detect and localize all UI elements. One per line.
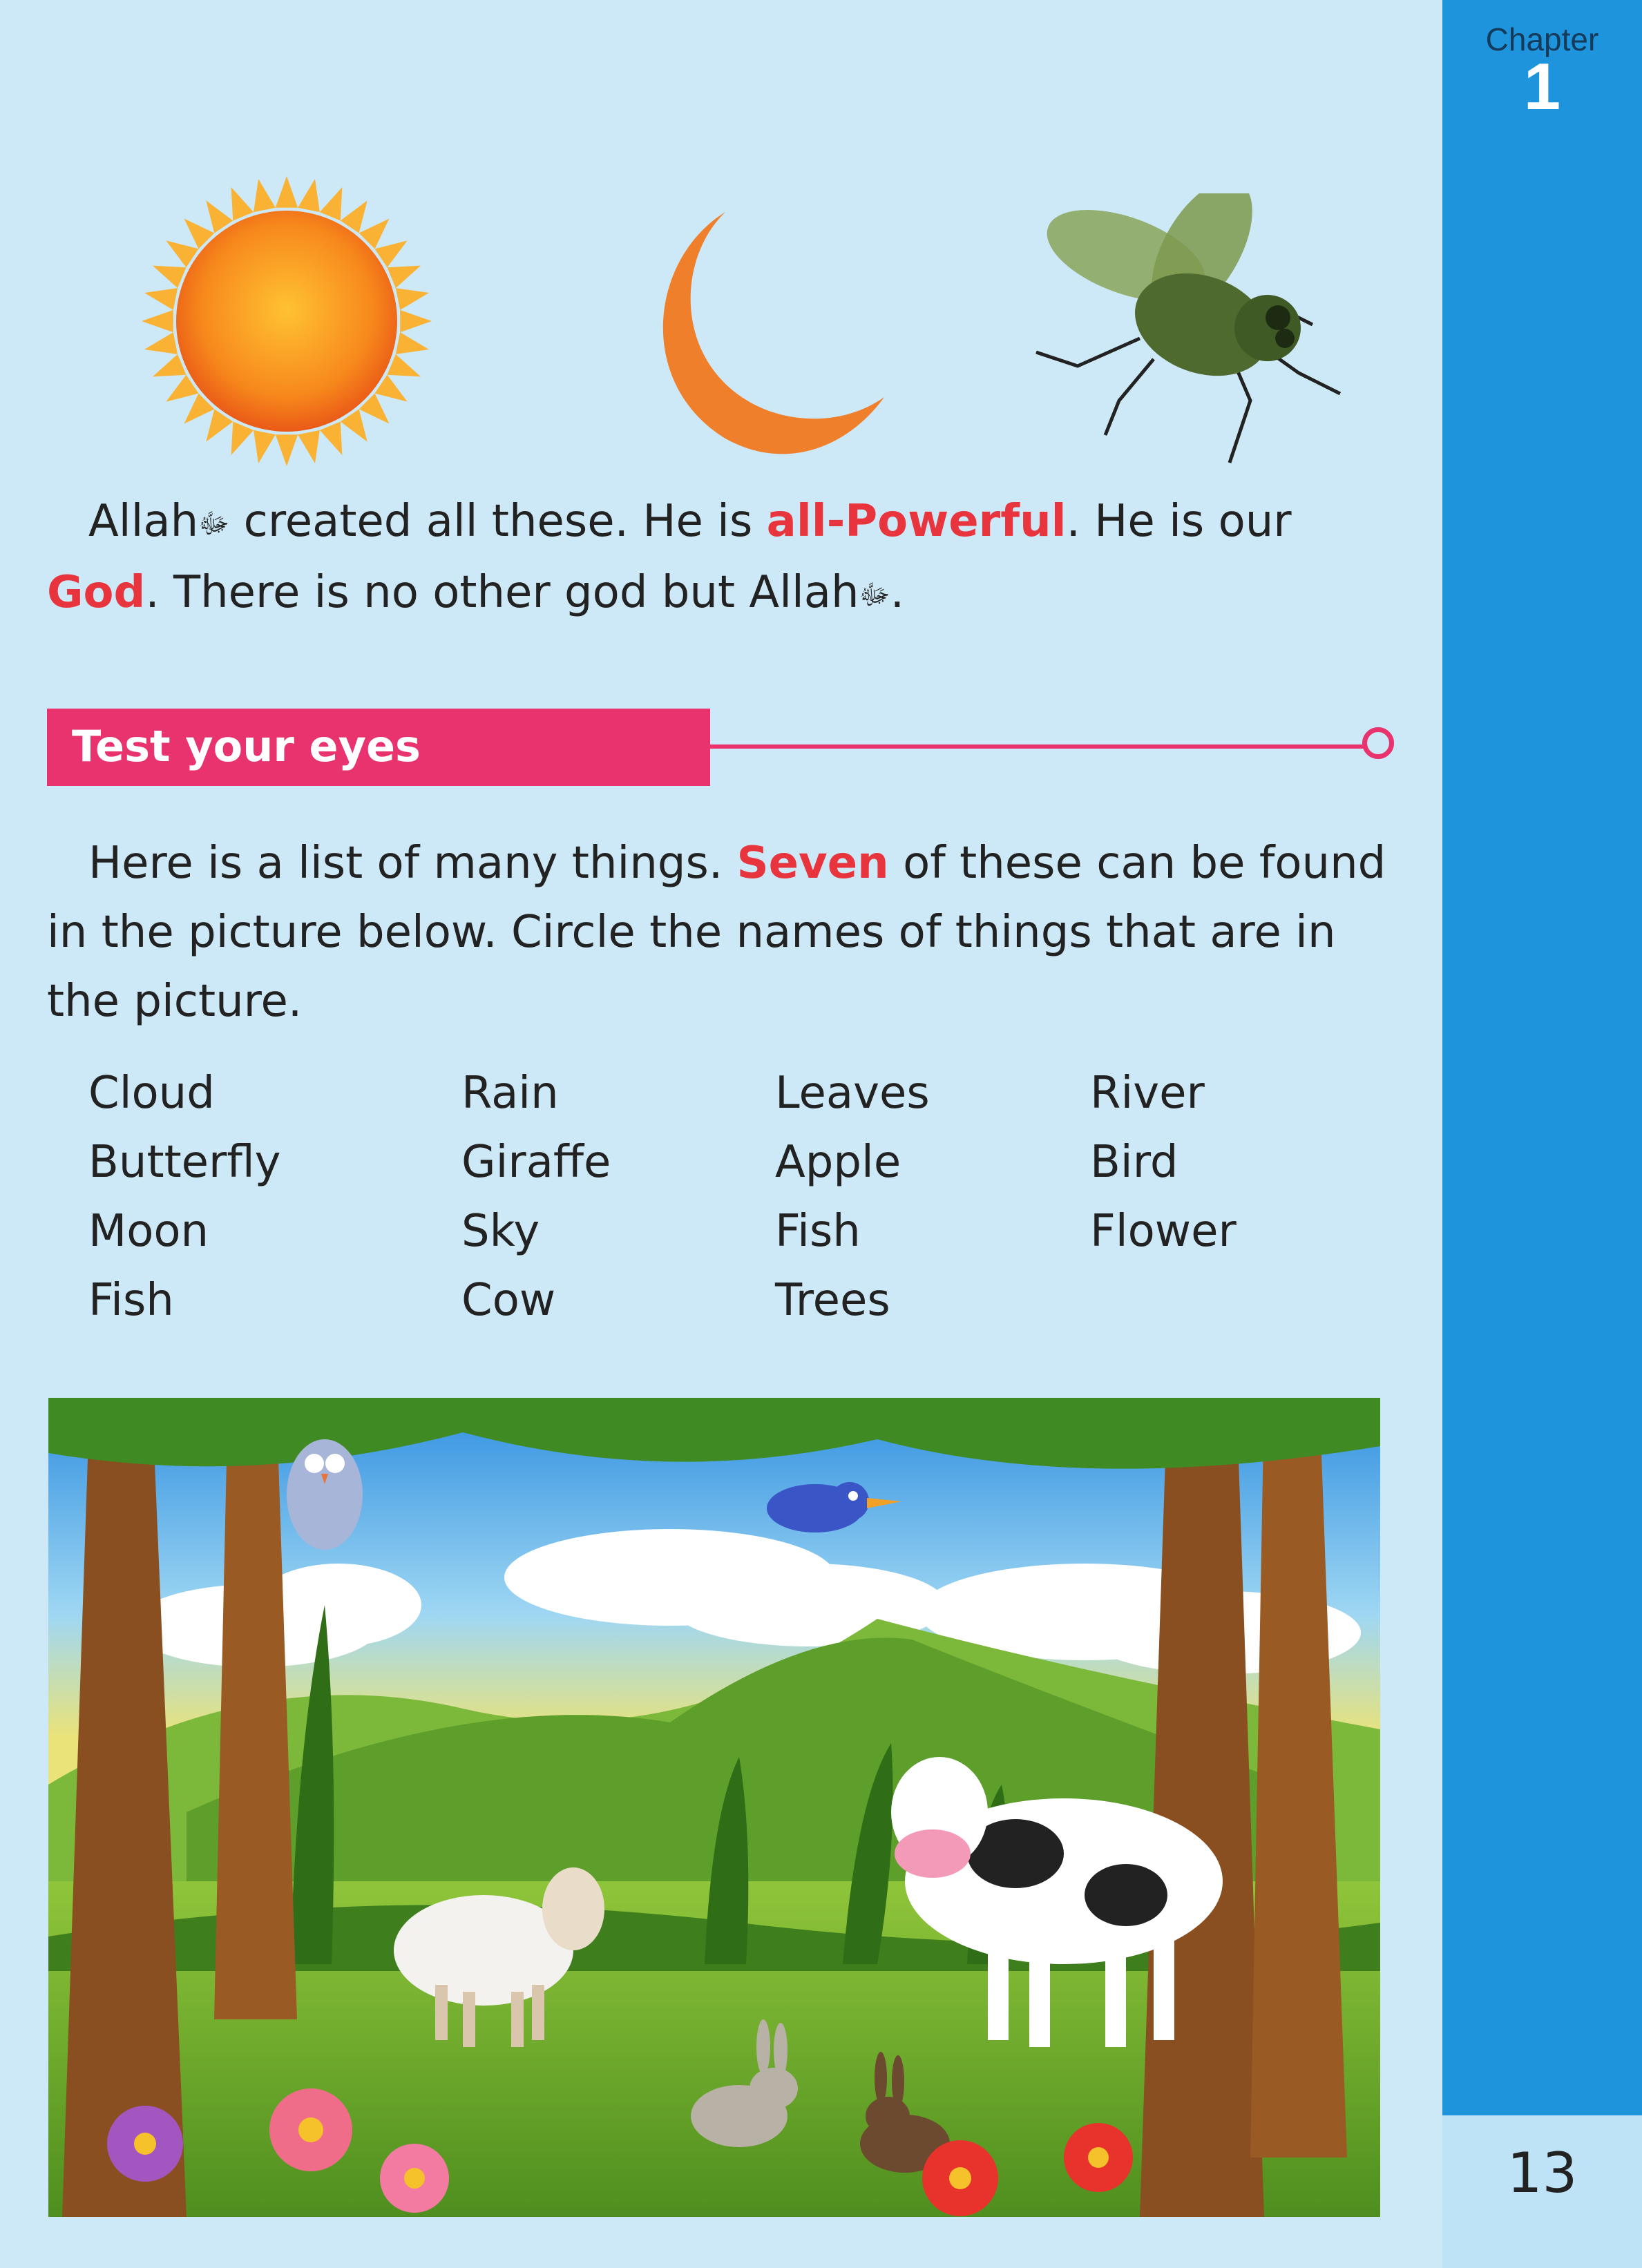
section-banner bbox=[47, 709, 710, 786]
banner-rule bbox=[710, 744, 1366, 749]
intro-text: Allah bbox=[88, 496, 199, 547]
sun-ray bbox=[396, 288, 429, 310]
fly-icon bbox=[1022, 193, 1347, 483]
allah-ligature: ﷻ bbox=[198, 508, 230, 540]
instructions-text: Here is a list of many things. bbox=[88, 838, 737, 889]
sun-ray bbox=[231, 187, 254, 220]
intro-line-2 bbox=[47, 558, 1401, 629]
sun-ray bbox=[276, 176, 298, 208]
word-item[interactable]: Flower bbox=[1090, 1206, 1237, 1257]
word-item[interactable]: Giraffe bbox=[461, 1137, 611, 1188]
word-item[interactable]: Cow bbox=[461, 1275, 556, 1326]
sun-ray bbox=[153, 354, 186, 376]
word-item[interactable]: Rain bbox=[461, 1068, 559, 1119]
sun-ray bbox=[144, 332, 178, 354]
instructions-paragraph bbox=[47, 829, 1401, 1036]
word-item[interactable]: Bird bbox=[1090, 1137, 1178, 1188]
word-item[interactable]: Fish bbox=[775, 1206, 861, 1257]
sun-ray bbox=[388, 354, 421, 376]
sun-ray bbox=[254, 179, 276, 212]
crescent-moon-icon bbox=[622, 204, 912, 473]
sun-ray bbox=[320, 187, 342, 220]
sun-ray bbox=[144, 288, 178, 310]
instructions-line-2: in the picture below. Circle the names of things that are in bbox=[47, 907, 1336, 958]
sun-ray bbox=[320, 422, 342, 455]
word-item[interactable]: Moon bbox=[88, 1206, 209, 1257]
chapter-sidebar bbox=[1442, 0, 1642, 2115]
banner-rule-end bbox=[1362, 727, 1394, 759]
intro-text: created all these. He is bbox=[229, 496, 767, 547]
highlight-seven: Seven bbox=[736, 838, 889, 889]
instructions-line-3: the picture. bbox=[47, 976, 303, 1027]
sun-ray bbox=[153, 266, 186, 288]
highlight-all-powerful: all-Powerful bbox=[766, 496, 1067, 547]
sun-ray bbox=[388, 266, 421, 288]
word-item[interactable]: Leaves bbox=[775, 1068, 930, 1119]
sun-ray bbox=[400, 310, 432, 332]
intro-line-1 bbox=[47, 487, 1401, 558]
instructions-line-1 bbox=[47, 829, 1401, 898]
intro-paragraph bbox=[47, 487, 1401, 630]
page-number: 13 bbox=[1507, 2141, 1578, 2205]
sun-ray bbox=[276, 434, 298, 466]
sun-ray bbox=[254, 430, 276, 463]
word-item[interactable]: Apple bbox=[775, 1137, 901, 1188]
word-item[interactable]: Trees bbox=[775, 1275, 890, 1326]
sun-ray bbox=[396, 332, 429, 354]
sun-ray bbox=[142, 310, 173, 332]
allah-ligature: ﷻ bbox=[859, 579, 890, 611]
sun-icon bbox=[138, 173, 435, 470]
forest-scene bbox=[48, 1398, 1380, 2217]
sun-ray bbox=[298, 179, 320, 212]
section-title: Test your eyes bbox=[72, 721, 421, 771]
owl bbox=[287, 1439, 363, 1550]
instructions-text: of these can be found bbox=[888, 838, 1386, 889]
intro-text: . There is no other god but Allah bbox=[145, 567, 859, 619]
word-item[interactable]: Cloud bbox=[88, 1068, 215, 1119]
highlight-god: God bbox=[47, 567, 146, 619]
word-item[interactable]: Sky bbox=[461, 1206, 540, 1257]
word-item[interactable]: Fish bbox=[88, 1275, 174, 1326]
chapter-label: Chapter bbox=[1485, 21, 1599, 57]
word-item[interactable]: Butterfly bbox=[88, 1137, 281, 1188]
sun-ray bbox=[231, 422, 254, 455]
chapter-number: 1 bbox=[1523, 50, 1561, 124]
intro-text: . bbox=[890, 567, 905, 619]
sun-ray bbox=[298, 430, 320, 463]
word-item[interactable]: River bbox=[1090, 1068, 1205, 1119]
intro-text: . He is our bbox=[1066, 496, 1292, 547]
